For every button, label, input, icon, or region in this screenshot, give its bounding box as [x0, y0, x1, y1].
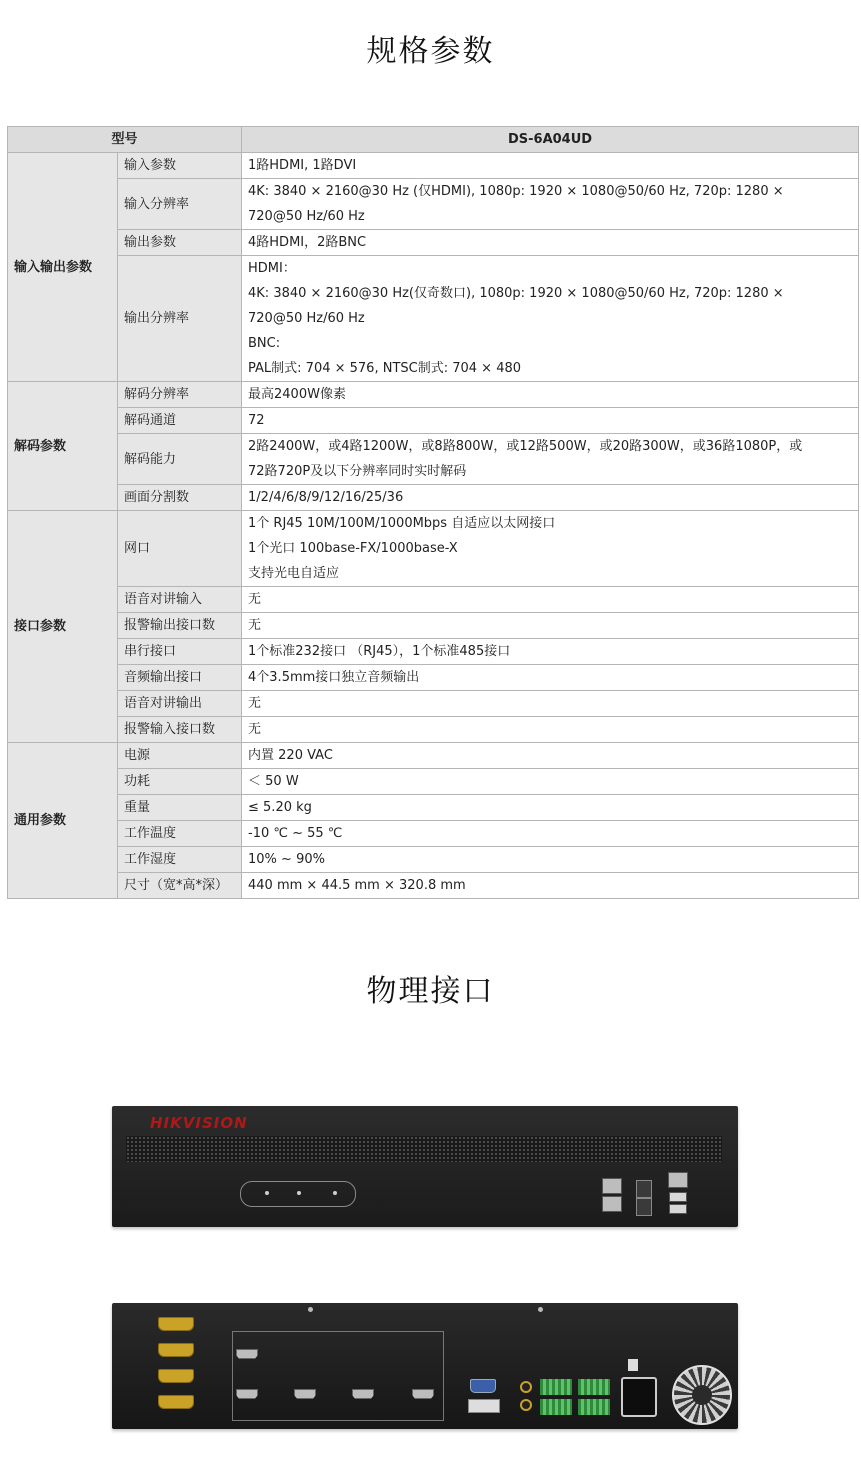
device-rear-panel-image: [112, 1303, 738, 1429]
param-cell: 串行接口: [118, 639, 242, 665]
led-indicator-panel: [240, 1181, 356, 1207]
rj45-port-icon: [602, 1196, 622, 1212]
table-row: [8, 382, 859, 408]
value-cell: 无: [242, 587, 859, 613]
param-cell: 输出分辨率: [118, 256, 242, 382]
table-row: [8, 408, 859, 434]
led-icon: [297, 1191, 301, 1195]
table-row: [8, 179, 859, 230]
group-general: 通用参数: [8, 743, 118, 899]
value-cell: 4路HDMI，2路BNC: [242, 230, 859, 256]
spec-table: [7, 126, 859, 899]
value-cell: -10 ℃ ~ 55 ℃: [242, 821, 859, 847]
hdmi-port-icon: [294, 1389, 316, 1399]
param-cell: 语音对讲输出: [118, 691, 242, 717]
param-cell: 工作温度: [118, 821, 242, 847]
table-row: [8, 847, 859, 873]
dvi-port-icon: [468, 1399, 500, 1413]
value-cell: 无: [242, 717, 859, 743]
bnc-connector-icon: [158, 1395, 194, 1409]
group-decode: 解码参数: [8, 382, 118, 511]
table-row: [8, 485, 859, 511]
value-cell: 440 mm × 44.5 mm × 320.8 mm: [242, 873, 859, 899]
device-front-panel-image: [112, 1106, 738, 1227]
table-row: [8, 230, 859, 256]
vga-port-icon: [470, 1379, 496, 1393]
model-value-cell: DS-6A04UD: [242, 127, 859, 153]
value-cell: 无: [242, 613, 859, 639]
hdmi-port-icon: [236, 1349, 258, 1359]
terminal-block-icon: [578, 1399, 610, 1415]
table-row: [8, 613, 859, 639]
value-cell: 4个3.5mm接口独立音频输出: [242, 665, 859, 691]
param-cell: 尺寸（宽*高*深）: [118, 873, 242, 899]
terminal-block-icon: [578, 1379, 610, 1395]
param-cell: 解码分辨率: [118, 382, 242, 408]
group-interface: 接口参数: [8, 511, 118, 743]
table-row: [8, 873, 859, 899]
screw-icon: [308, 1307, 313, 1312]
param-cell: 网口: [118, 511, 242, 587]
screw-icon: [538, 1307, 543, 1312]
audio-jack-icon: [520, 1381, 532, 1393]
led-icon: [333, 1191, 337, 1195]
value-cell: ＜ 50 W: [242, 769, 859, 795]
value-cell: 最高2400W像素: [242, 382, 859, 408]
value-cell: 1路HDMI, 1路DVI: [242, 153, 859, 179]
usb-port-icon: [669, 1192, 687, 1202]
group-io: 输入输出参数: [8, 153, 118, 382]
fan-icon: [672, 1365, 732, 1425]
param-cell: 工作湿度: [118, 847, 242, 873]
table-row: [8, 153, 859, 179]
table-row: [8, 769, 859, 795]
sfp-port-icon: [636, 1198, 652, 1216]
power-switch-icon: [628, 1359, 638, 1371]
table-row: [8, 743, 859, 769]
param-cell: 功耗: [118, 769, 242, 795]
brand-logo: HIKVISION: [150, 1114, 248, 1132]
table-row: [8, 691, 859, 717]
param-cell: 输入参数: [118, 153, 242, 179]
param-cell: 解码能力: [118, 434, 242, 485]
table-row: [8, 434, 859, 485]
value-cell: ≤ 5.20 kg: [242, 795, 859, 821]
param-cell: 重量: [118, 795, 242, 821]
param-cell: 输出参数: [118, 230, 242, 256]
table-row: [8, 821, 859, 847]
model-label-cell: 型号: [8, 127, 242, 153]
table-row: [8, 717, 859, 743]
value-cell: 1个 RJ45 10M/100M/1000Mbps 自适应以太网接口 1个光口 100base-FX/1000base-X 支持光电自适应: [242, 511, 859, 587]
usb-port-icon: [669, 1204, 687, 1214]
value-cell: 10% ~ 90%: [242, 847, 859, 873]
param-cell: 报警输入接口数: [118, 717, 242, 743]
ports-title: 物理接口: [366, 974, 495, 1009]
terminal-block-icon: [540, 1399, 572, 1415]
bnc-connector-icon: [158, 1317, 194, 1331]
table-row: [8, 795, 859, 821]
hdmi-port-icon: [412, 1389, 434, 1399]
hdmi-port-icon: [352, 1389, 374, 1399]
audio-jack-icon: [520, 1399, 532, 1411]
value-cell: 1/2/4/6/8/9/12/16/25/36: [242, 485, 859, 511]
hdmi-port-icon: [236, 1389, 258, 1399]
led-icon: [265, 1191, 269, 1195]
table-row: [8, 511, 859, 587]
table-row: [8, 256, 859, 382]
value-cell: HDMI： 4K: 3840 × 2160@30 Hz(仅奇数口), 1080p: 1920 × 1080@50/60 Hz, 720p: 1280 × 720@50 Hz/60 Hz BNC: PAL制式: 704 × 576, NTSC制式: 704 × 480: [242, 256, 859, 382]
value-cell: 72: [242, 408, 859, 434]
sfp-port-icon: [636, 1180, 652, 1198]
power-inlet-icon: [621, 1377, 657, 1417]
hdmi-output-group: [232, 1331, 444, 1421]
vent-grille: [126, 1136, 722, 1162]
serial-port-icon: [668, 1172, 688, 1188]
table-row: [8, 639, 859, 665]
table-header-row: [8, 127, 859, 153]
rj45-port-icon: [602, 1178, 622, 1194]
value-cell: 无: [242, 691, 859, 717]
terminal-block-icon: [540, 1379, 572, 1395]
bnc-connector-icon: [158, 1369, 194, 1383]
param-cell: 语音对讲输入: [118, 587, 242, 613]
param-cell: 解码通道: [118, 408, 242, 434]
table-row: [8, 665, 859, 691]
param-cell: 画面分割数: [118, 485, 242, 511]
value-cell: 内置 220 VAC: [242, 743, 859, 769]
value-cell: 2路2400W，或4路1200W，或8路800W，或12路500W，或20路300W，或36路1080P，或 72路720P及以下分辨率同时实时解码: [242, 434, 859, 485]
table-row: [8, 587, 859, 613]
param-cell: 输入分辨率: [118, 179, 242, 230]
value-cell: 1个标准232接口 （RJ45），1个标准485接口: [242, 639, 859, 665]
value-cell: 4K: 3840 × 2160@30 Hz (仅HDMI), 1080p: 1920 × 1080@50/60 Hz, 720p: 1280 × 720@50 Hz/60 Hz: [242, 179, 859, 230]
param-cell: 音频输出接口: [118, 665, 242, 691]
specs-title: 规格参数: [366, 34, 495, 69]
param-cell: 报警输出接口数: [118, 613, 242, 639]
param-cell: 电源: [118, 743, 242, 769]
bnc-connector-icon: [158, 1343, 194, 1357]
